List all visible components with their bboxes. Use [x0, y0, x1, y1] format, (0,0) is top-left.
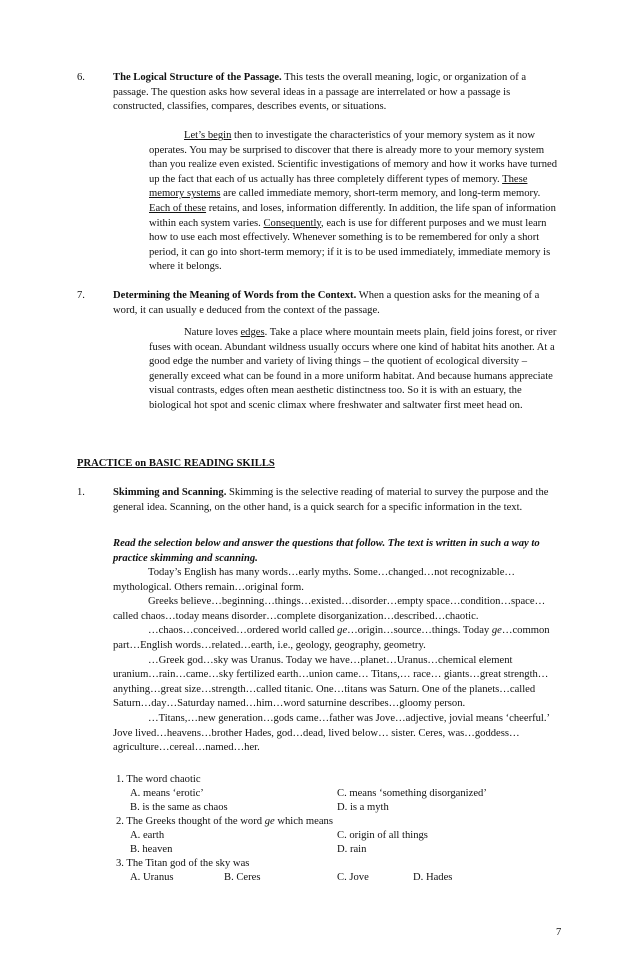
paragraph-text: …common part…English words…related…earth, i.e., geology, geography, geometry.: [113, 625, 550, 651]
question-2-option-a: A. earth: [130, 830, 165, 841]
ge-word: ge: [337, 625, 348, 637]
paragraph-text: …origin…source…things. Today: [347, 625, 492, 637]
question-1-option-a: A. means ‘erotic’: [130, 788, 204, 799]
edges-word: edges: [240, 327, 265, 338]
practice-heading: PRACTICE on BASIC READING SKILLS: [77, 458, 275, 469]
paragraph-text: …Titans,…new generation…gods came…father was Jove…adjective, jovial means ‘cheerful.’ Jove lived…heavens…brother Hades, god…dead, lived below… sister. Ceres, was…goddess…agriculture…cereal…named…her.: [113, 712, 550, 754]
stem-text: which means: [274, 816, 333, 827]
passage-paragraph: [113, 595, 560, 624]
passage-paragraph: [113, 624, 560, 653]
item-7-title: Determining the Meaning of Words from the Context.: [113, 290, 357, 301]
question-2-option-c: C. origin of all things: [337, 830, 428, 841]
passage-text: . Take a place where mountain meets plain, field joins forest, or river fuses with ocean. Abundant wildness usually occurs where one kind of habitat hits another. At a good edge the number and variety of living things – the quotient of ecological diversity – generally exceed what can be found in a more uniform habitat. And because humans appreciate visual contrasts, edges often mean aesthetic distinctness too. So it is with an estuary, the biological hot spot and scenic climax where freshwater and saltwater first meet head on.: [149, 327, 557, 411]
ge-word: ge: [264, 816, 275, 827]
question-2-stem: [116, 815, 333, 830]
paragraph-text: Today’s English has many words…early myths. Some…changed…not recognizable…mythological. Others remain…original form.: [113, 567, 516, 593]
question-2-option-d: D. rain: [337, 844, 367, 855]
question-1-stem: 1. The word chaotic: [116, 774, 201, 785]
question-2-option-b: B. heaven: [130, 844, 173, 855]
paragraph-text: …Greek god…sky was Uranus. Today we have…planet…Uranus…chemical element uranium…rain…came…sky fertilized earth…union came… Titans,… race… giants…great strength…anything…great size…strength…called titanic. One…titans was Saturn. One of the planets…called Saturn…day…Saturday named…him…word saturnine describes…gloomy person.: [113, 654, 549, 710]
nature-passage: [149, 326, 561, 414]
question-3-option-b: B. Ceres: [224, 872, 261, 883]
passage-text: retains, and loses, information differently. In addition, the life span of information within each system varies.: [149, 202, 556, 229]
item-7-desc: When a question asks for the meaning of a word, it can usually e deduced from the context of the passage.: [113, 290, 540, 316]
practice-item-1-number: 1.: [77, 487, 85, 498]
passage-paragraph: [113, 654, 560, 712]
ge-word: ge: [491, 625, 502, 637]
consequently-word: Consequently: [263, 217, 322, 229]
question-3-stem: 3. The Titan god of the sky was: [116, 858, 250, 869]
passage-text: are called immediate memory, short-term memory, and long-term memory.: [220, 188, 541, 200]
passage-text: , each is use for different purposes and we must learn how to use each most effectively. Whenever something is to be remembered for only a short period, it can go into short-term memory; if it is to be used immediately, immediate memory is where it belongs.: [149, 217, 551, 273]
these-memory-systems-phrase: These memory systems: [149, 173, 528, 200]
lets-begin-phrase: Let’s begin: [184, 130, 232, 141]
question-3-option-a: A. Uranus: [130, 872, 174, 883]
page-number: 7: [556, 927, 562, 938]
question-1-option-c: C. means ‘something disorganized’: [337, 788, 487, 799]
item-6-title: The Logical Structure of the Passage.: [113, 72, 282, 83]
question-1-option-d: D. is a myth: [337, 802, 389, 813]
question-3-option-d: D. Hades: [413, 872, 453, 883]
paragraph-text: Greeks believe…beginning…things…existed…disorder…empty space…condition…space…called chaos…today means disorder…complete disorganization…described…chaotic.: [113, 596, 546, 622]
paragraph-text: …chaos…conceived…ordered world called: [148, 625, 338, 637]
each-of-these-phrase: Each of these: [149, 202, 207, 214]
passage-paragraph: [113, 566, 560, 595]
practice-item-1-title: Skimming and Scanning.: [113, 487, 227, 498]
item-6-desc: This tests the overall meaning, logic, or organization of a passage. The question asks how several ideas in a passage are interrelated or how a passage is constructed, classifies, compares, describes events, or situations.: [113, 72, 527, 113]
item-7-description: [113, 289, 560, 318]
question-1-option-b: B. is the same as chaos: [130, 802, 228, 813]
item-7-number: 7.: [77, 290, 85, 301]
passage-text: Nature loves: [184, 327, 241, 338]
item-6-number: 6.: [77, 72, 85, 83]
practice-item-1-desc: Skimming is the selective reading of material to survey the purpose and the general idea. Scanning, on the other hand, is a quick search for a specific information in the text.: [113, 487, 549, 513]
skimming-passage: [113, 566, 560, 756]
passage-paragraph: [113, 712, 560, 756]
instruction: Read the selection below and answer the questions that follow. The text is written in such a way to practice skimming and scanning.: [113, 538, 540, 564]
practice-item-1-description: [113, 486, 560, 515]
memory-passage: [149, 129, 561, 275]
stem-text: 2. The Greeks thought of the word: [116, 816, 265, 827]
item-6-description: [113, 71, 560, 115]
question-3-option-c: C. Jove: [337, 872, 369, 883]
passage-text: then to investigate the characteristics of your memory system as it now operates. You may be surprised to discover that there is already more to your memory system than you realize even existed. Scientific investigations of memory and how it works have turned up the fact that each of us actually has three completely different types of memory.: [149, 130, 558, 185]
